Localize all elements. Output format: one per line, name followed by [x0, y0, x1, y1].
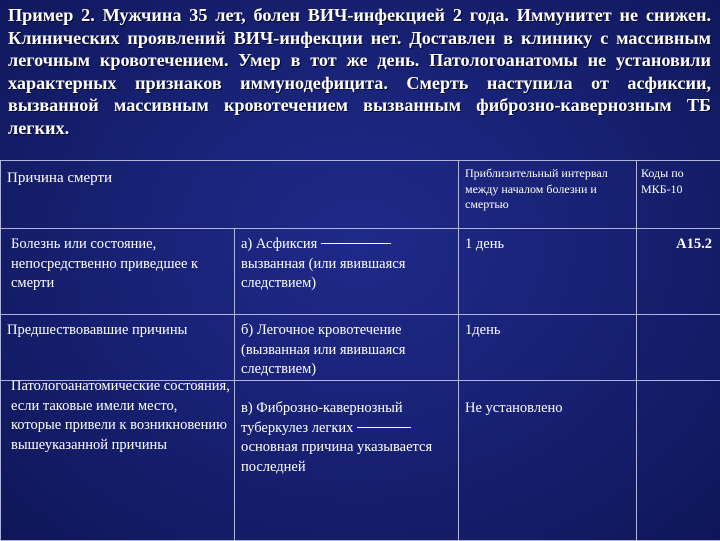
row-code: [637, 381, 720, 541]
header-interval: Приблизительный интервал между началом болезни и смертью: [459, 161, 637, 229]
table-header-row: [1, 161, 720, 229]
row-interval: 1день: [459, 315, 637, 381]
row-detail-line1: а) Асфиксия: [241, 236, 317, 252]
row-label: Предшествовавшие причины: [1, 315, 235, 381]
row-label: [1, 381, 235, 541]
row-detail: б) Легочное кровотечение (вызванная или явившаяся следствием): [235, 315, 459, 381]
row-detail-rest: вызванная (или явившаяся следствием): [241, 256, 405, 292]
row-code: [637, 315, 720, 381]
row-detail: [235, 229, 459, 315]
fill-blank: [321, 243, 391, 244]
row-detail-line1: в) Фиброзно-кавернозный туберкулез легких: [241, 400, 403, 436]
row-interval: 1 день: [459, 229, 637, 315]
row-interval: Не установлено: [459, 381, 637, 541]
row-label-text: Патологоанатомические состояния, если таковые имели место, которые привели к возникновению вышеуказанной причины: [11, 377, 230, 455]
slide-heading: Пример 2. Мужчина 35 лет, болен ВИЧ-инфекцией 2 года. Иммунитет не снижен. Клинических проявлений ВИЧ-инфекции нет. Доставлен в клинику с массивным легочным кровотечением. Умер в тот же день. Патологоанатомы не установили характерных признаков иммунодефицита. Смерть наступила от асфиксии, вызванной массивным кровотечением вызванным фиброзно-кавернозным ТБ легких.: [8, 4, 711, 140]
table-row: [1, 315, 720, 381]
table-row: [1, 229, 720, 315]
header-codes: Коды по МКБ-10: [637, 161, 720, 229]
table-row: [1, 381, 720, 541]
row-label: Болезнь или состояние, непосредственно приведшее к смерти: [1, 229, 235, 315]
row-code: A15.2: [637, 229, 720, 315]
death-certificate-table: [0, 160, 720, 541]
row-detail: [235, 381, 459, 541]
header-cause: Причина смерти: [1, 161, 459, 229]
row-detail-rest: основная причина указывается последней: [241, 439, 432, 475]
fill-blank: [357, 427, 411, 428]
